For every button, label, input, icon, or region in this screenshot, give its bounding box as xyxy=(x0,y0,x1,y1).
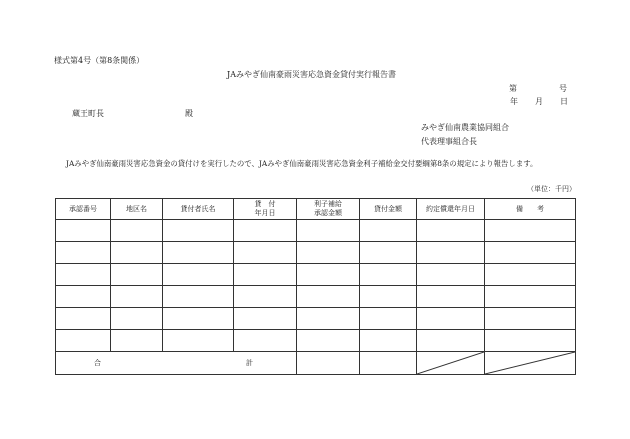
table-cell xyxy=(297,264,360,286)
table-cell xyxy=(417,242,485,264)
table-cell xyxy=(417,308,485,330)
table-cell xyxy=(163,242,234,264)
sender-organization: みやぎ仙南農業協同組合 xyxy=(421,123,509,132)
header-subsidy-line1: 利子補給 xyxy=(314,200,342,209)
table-cell xyxy=(234,264,297,286)
header-remarks: 備 考 xyxy=(485,199,576,220)
number-suffix: 号 xyxy=(559,84,567,93)
table-cell xyxy=(163,286,234,308)
table-cell xyxy=(297,308,360,330)
diagonal-slash xyxy=(417,352,484,374)
table-cell xyxy=(163,330,234,352)
header-subsidy-line2: 承認金額 xyxy=(314,209,342,217)
table-cell xyxy=(297,242,360,264)
table-cell xyxy=(297,286,360,308)
table-cell xyxy=(111,264,163,286)
total-remarks-slash-cell xyxy=(485,352,576,375)
date-day: 日 xyxy=(560,97,568,106)
table-cell xyxy=(234,242,297,264)
total-label-right: 計 xyxy=(246,359,253,367)
total-repayment-slash-cell xyxy=(417,352,485,375)
recipient: 蔵王町長 xyxy=(72,109,104,118)
table-cell xyxy=(234,286,297,308)
table-cell xyxy=(485,330,576,352)
document-title: JAみやぎ仙南豪雨災害応急資金貸付実行報告書 xyxy=(227,70,396,79)
header-loan-date xyxy=(234,199,297,220)
table-cell xyxy=(360,330,417,352)
table-cell xyxy=(111,220,163,242)
table-cell xyxy=(56,220,111,242)
table-cell xyxy=(485,220,576,242)
body-text: JAみやぎ仙南豪雨災害応急資金の貸付けを実行したので、JAみやぎ仙南豪雨災害応急資金利子補給金交付要綱第8条の規定により報告します。 xyxy=(66,159,538,168)
date-year: 年 xyxy=(510,97,518,106)
table-cell xyxy=(360,308,417,330)
table-row xyxy=(56,330,576,352)
table-row xyxy=(56,242,576,264)
table-cell xyxy=(111,330,163,352)
table-cell xyxy=(297,220,360,242)
table-cell xyxy=(417,330,485,352)
table-cell xyxy=(56,264,111,286)
table-row xyxy=(56,286,576,308)
table-cell xyxy=(485,286,576,308)
report-table xyxy=(55,198,576,375)
table-cell xyxy=(417,286,485,308)
table-cell xyxy=(417,220,485,242)
table-cell xyxy=(234,220,297,242)
table-header-row xyxy=(56,199,576,220)
header-district: 地区名 xyxy=(111,199,163,220)
table-cell xyxy=(234,330,297,352)
table-cell xyxy=(360,220,417,242)
table-cell xyxy=(163,264,234,286)
table-cell xyxy=(360,286,417,308)
header-loan-date-line2: 年月日 xyxy=(254,209,276,217)
header-loan-amount: 貸付金額 xyxy=(360,199,417,220)
diagonal-slash xyxy=(485,352,575,374)
table-cell xyxy=(360,242,417,264)
total-subsidy-cell xyxy=(297,352,360,375)
table-row xyxy=(56,220,576,242)
header-repayment-date: 約定償還年月日 xyxy=(417,199,485,220)
total-row xyxy=(56,352,576,375)
table-cell xyxy=(485,242,576,264)
table-cell xyxy=(56,242,111,264)
date-month: 月 xyxy=(535,97,543,106)
table-cell xyxy=(56,308,111,330)
table-cell xyxy=(360,264,417,286)
table-cell xyxy=(485,308,576,330)
unit-label: （単位：千円） xyxy=(527,185,576,193)
header-loan-date-line1: 貸 付 xyxy=(254,200,276,209)
table-cell xyxy=(163,220,234,242)
form-number: 様式第4号（第8条関係） xyxy=(54,56,145,65)
total-loan-amount-cell xyxy=(360,352,417,375)
header-subsidy-amount xyxy=(297,199,360,220)
table-cell xyxy=(417,264,485,286)
honorific: 殿 xyxy=(185,109,193,118)
table-row xyxy=(56,264,576,286)
table-cell xyxy=(234,308,297,330)
table-cell xyxy=(111,242,163,264)
table-cell xyxy=(297,330,360,352)
table-cell xyxy=(56,286,111,308)
table-cell xyxy=(111,286,163,308)
total-label-left: 合 xyxy=(94,359,101,367)
total-label-cell xyxy=(56,352,297,375)
table-row xyxy=(56,308,576,330)
sender-title: 代表理事組合長 xyxy=(421,137,477,146)
header-approval-number: 承認番号 xyxy=(56,199,111,220)
header-borrower-name: 貸付者氏名 xyxy=(163,199,234,220)
table-cell xyxy=(485,264,576,286)
table-cell xyxy=(163,308,234,330)
table-cell xyxy=(111,308,163,330)
number-label: 第 xyxy=(509,84,517,93)
table-cell xyxy=(56,330,111,352)
